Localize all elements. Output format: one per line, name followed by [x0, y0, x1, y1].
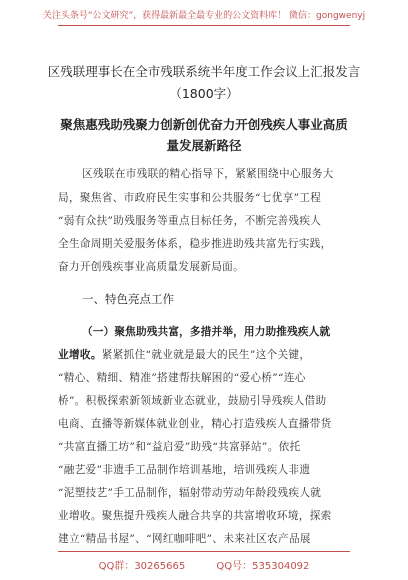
- intro-paragraph-line: 全生命周期关爱服务体系，稳步推进助残共富先行实践，: [58, 238, 332, 250]
- document-subtitle-line2: 量发展新路径: [166, 138, 242, 153]
- subsection-heading-end: 业增收。: [58, 349, 102, 361]
- subsection-heading: （一）聚焦助残共富，多措并举，用力助推残疾人就: [82, 326, 331, 338]
- header-divider: [58, 25, 350, 26]
- subsection-paragraph-line: “泥塑技艺”手工品制作，辐射带动劳动年龄段残疾人就: [58, 487, 322, 499]
- subsection-paragraph-line: 建立“精品书屋”、“网红咖啡吧”、未来社区农产品展: [58, 533, 311, 545]
- section-heading: 一、特色亮点工作: [82, 292, 174, 306]
- footer-qq-number: QQ号：535304092: [216, 561, 310, 572]
- footer-qq-group: QQ群：30265665: [98, 561, 186, 572]
- footer-divider: [58, 551, 350, 552]
- subsection-paragraph-line: “精心、精细、精准”搭建帮扶解困的“爱心桥”“连心: [58, 372, 306, 384]
- intro-paragraph-line: 区残联在市残联的精心指导下，紧紧围绕中心服务大: [82, 168, 334, 180]
- document-subtitle-line1: 聚焦惠残助残聚力创新创优奋力开创残疾人事业高质: [60, 117, 348, 132]
- subsection-paragraph-line: 电商、直播等新媒体就业创业，精心打造残疾人直播带货: [58, 418, 332, 430]
- subsection-paragraph-line: 桥”。积极探索新领域新业态就业，鼓励引导残疾人借助: [58, 395, 327, 407]
- header-banner: 关注头条号“公文研究”，获得最新最全最专业的公文资料库！ 微信：gongwenyj: [42, 11, 366, 21]
- document-title: 区残联理事长在全市残联系统半年度工作会议上汇报发言: [47, 64, 361, 79]
- footer: [0, 557, 408, 572]
- subsection-paragraph-line: “融艺爱”非遗手工品制作培训基地，培训残疾人非遗: [58, 464, 311, 476]
- subsection-paragraph-line: “共富直播工坊”和“益启爱”助残“共富驿站”。依托: [58, 441, 301, 453]
- subsection-text: 紧紧抓住“就业就是最大的民生”这个关键，: [101, 349, 311, 361]
- document-title-wordcount: （1800字）: [169, 86, 239, 101]
- intro-paragraph-line: “弱有众扶”助残服务等重点目标任务，不断完善残疾人: [58, 215, 322, 227]
- intro-paragraph-line: 局，聚焦省、市政府民生实事和公共服务“七优享”工程: [58, 192, 322, 204]
- intro-paragraph-line: 奋力开创残疾事业高质量发展新局面。: [58, 261, 245, 273]
- subsection-paragraph-line: 业增收。聚焦提升残疾人融合共享的共富增收环境，探索: [58, 510, 332, 522]
- subsection-paragraph-line: [58, 347, 350, 362]
